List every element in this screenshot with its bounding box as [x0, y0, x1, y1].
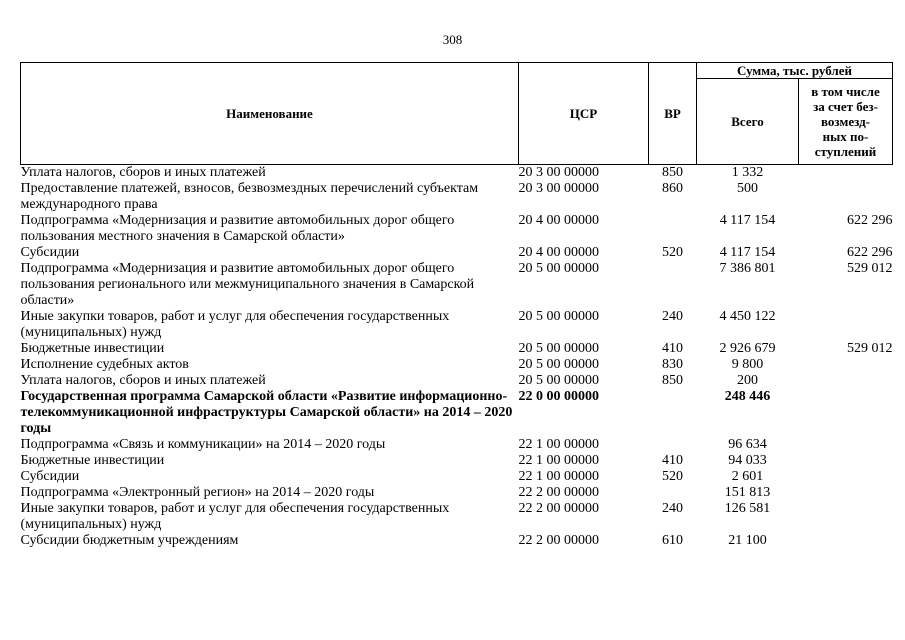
table-body: [21, 165, 893, 550]
cell-free: 622 296: [847, 245, 893, 260]
page-number: 308: [442, 32, 463, 47]
cell-csr: 22 2 00 00000: [518, 485, 599, 500]
cell-name: Уплата налогов, сборов и иных платежей: [20, 165, 266, 180]
cell-vr: 410: [662, 453, 683, 468]
cell-name: Подпрограмма «Связь и коммуникации» на 2014 – 2020 годы: [20, 437, 386, 452]
cell-free: [799, 533, 893, 549]
cell-free: [799, 181, 893, 213]
cell-total: 248 446: [724, 389, 771, 404]
header-free: [799, 79, 893, 165]
cell-free: [799, 437, 893, 453]
header-total: Всего: [697, 79, 799, 165]
table-row: [21, 485, 893, 501]
cell-csr: 22 0 00 00000: [518, 389, 599, 404]
cell-total: 96 634: [728, 437, 767, 452]
cell-vr: [649, 261, 697, 309]
cell-total: 151 813: [724, 485, 771, 500]
header-csr: ЦСР: [519, 63, 649, 165]
cell-name: Подпрограмма «Модернизация и развитие автомобильных дорог общего пользования местного значения в Самарской области»: [20, 213, 455, 244]
table-row: [21, 213, 893, 245]
table-row: [21, 165, 893, 182]
table-row: [21, 469, 893, 485]
cell-free: [799, 165, 893, 182]
header-free-line: ступлений: [814, 144, 877, 159]
cell-csr: 22 1 00 00000: [518, 437, 599, 452]
cell-csr: 20 5 00 00000: [518, 261, 599, 276]
cell-total: 4 117 154: [719, 245, 776, 260]
header-free-line: в том числе: [811, 84, 880, 99]
cell-free: [799, 373, 893, 389]
cell-free: 529 012: [847, 261, 893, 276]
cell-vr: [649, 213, 697, 245]
table-row: [21, 309, 893, 341]
cell-free: [799, 501, 893, 533]
cell-csr: 20 5 00 00000: [518, 373, 599, 388]
table-row: [21, 501, 893, 533]
cell-vr: 240: [662, 501, 683, 516]
cell-name: Иные закупки товаров, работ и услуг для обеспечения государственных (муниципальных) нужд: [20, 501, 450, 532]
cell-total: 126 581: [724, 501, 771, 516]
header-name: Наименование: [21, 63, 519, 165]
cell-vr: 860: [662, 181, 683, 196]
cell-total: 94 033: [728, 453, 767, 468]
table-row: [21, 245, 893, 261]
cell-csr: 20 3 00 00000: [518, 181, 599, 196]
cell-csr: 22 2 00 00000: [518, 501, 599, 516]
table-row: [21, 533, 893, 549]
cell-name: Подпрограмма «Модернизация и развитие автомобильных дорог общего пользования регионального или межмуниципального значения в Самарской области»: [20, 261, 475, 308]
cell-free: [799, 309, 893, 341]
cell-total: 1 332: [731, 165, 764, 180]
cell-total: 21 100: [728, 533, 767, 548]
header-free-line: возмезд-: [821, 114, 870, 129]
cell-vr: [649, 437, 697, 453]
cell-name: Субсидии: [20, 469, 80, 484]
cell-name: Субсидии: [20, 245, 80, 260]
cell-total: 4 450 122: [719, 309, 776, 324]
cell-vr: 410: [662, 341, 683, 356]
cell-total: 7 386 801: [719, 261, 776, 276]
cell-total: 2 601: [731, 469, 764, 484]
cell-total: 500: [737, 181, 758, 196]
table-row: [21, 453, 893, 469]
cell-vr: 830: [662, 357, 683, 372]
table-row: [21, 181, 893, 213]
table-row: [21, 341, 893, 357]
cell-csr: 22 1 00 00000: [518, 469, 599, 484]
table-row: [21, 389, 893, 437]
cell-csr: 20 3 00 00000: [518, 165, 599, 180]
cell-free: 529 012: [847, 341, 893, 356]
cell-vr: 610: [662, 533, 683, 548]
header-free-line: за счет без-: [813, 99, 878, 114]
table-row: [21, 437, 893, 453]
cell-total: 2 926 679: [719, 341, 776, 356]
budget-table: [20, 62, 893, 549]
cell-free: [799, 485, 893, 501]
cell-csr: 22 1 00 00000: [518, 453, 599, 468]
cell-vr: [649, 389, 697, 437]
cell-csr: 22 2 00 00000: [518, 533, 599, 548]
cell-name: Бюджетные инвестиции: [20, 341, 165, 356]
cell-name: Уплата налогов, сборов и иных платежей: [20, 373, 266, 388]
header-vr: ВР: [649, 63, 697, 165]
cell-free: [799, 469, 893, 485]
header-amount: Сумма, тыс. рублей: [697, 63, 893, 79]
cell-free: [799, 357, 893, 373]
cell-total: 9 800: [731, 357, 764, 372]
cell-name: Субсидии бюджетным учреждениям: [20, 533, 239, 548]
cell-total: 4 117 154: [719, 213, 776, 228]
cell-name: Подпрограмма «Электронный регион» на 2014 – 2020 годы: [20, 485, 375, 500]
cell-vr: 240: [662, 309, 683, 324]
cell-total: 200: [737, 373, 758, 388]
table-row: [21, 373, 893, 389]
table-row: [21, 261, 893, 309]
cell-vr: 520: [662, 245, 683, 260]
cell-vr: 520: [662, 469, 683, 484]
cell-name: Иные закупки товаров, работ и услуг для обеспечения государственных (муниципальных) нужд: [20, 309, 450, 340]
cell-free: [799, 389, 893, 437]
cell-csr: 20 5 00 00000: [518, 357, 599, 372]
cell-csr: 20 5 00 00000: [518, 341, 599, 356]
cell-vr: [649, 485, 697, 501]
table-row: [21, 357, 893, 373]
cell-csr: 20 4 00 00000: [518, 245, 599, 260]
cell-vr: 850: [662, 373, 683, 388]
cell-csr: 20 5 00 00000: [518, 309, 599, 324]
cell-name: Предоставление платежей, взносов, безвозмездных перечислений субъектам международного права: [20, 181, 479, 212]
cell-name: Государственная программа Самарской области «Развитие информационно-телекоммуникационной инфраструктуры Самарской области» на 2014 – 2020 годы: [20, 389, 513, 436]
cell-vr: 850: [662, 165, 683, 180]
cell-name: Бюджетные инвестиции: [20, 453, 165, 468]
cell-free: 622 296: [847, 213, 893, 228]
cell-free: [799, 453, 893, 469]
cell-csr: 20 4 00 00000: [518, 213, 599, 228]
header-free-line: ных по-: [822, 129, 869, 144]
cell-name: Исполнение судебных актов: [20, 357, 189, 372]
